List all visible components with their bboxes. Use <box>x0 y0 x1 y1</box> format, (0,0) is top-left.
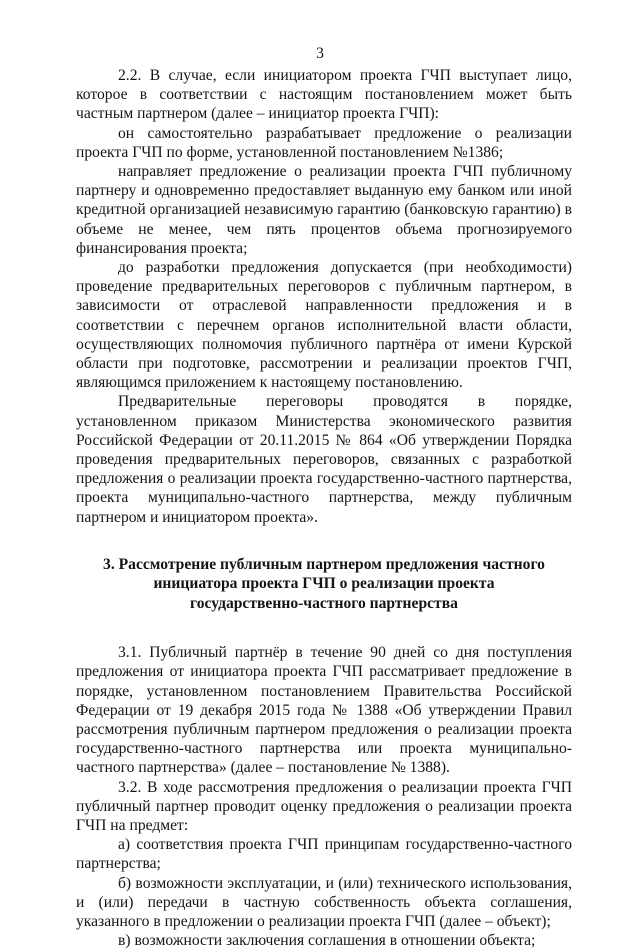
section-3-heading-line-1: 3. Рассмотрение публичным партнером предложения частного <box>103 555 545 573</box>
list-item-b: б) возможности эксплуатации, и (или) технического использования, и (или) передачи в частную собственность объекта соглашения, указанного в предложении о реализации проекта ГЧП (далее – объект); <box>76 874 572 930</box>
paragraph-negotiations-order: Предварительные переговоры проводятся в порядке, установленном приказом Министерства экономического развития Российской Федерации от 20.11.2015 № 864 «Об утверждении Порядка проведения предварительных переговоров, связанных с разработкой предложения о реализации проекта государственно-частного партнерства, проекта муниципально-частного партнерства, между публичным партнером и инициатором проекта». <box>76 393 572 526</box>
paragraph-3-1: 3.1. Публичный партнёр в течение 90 дней со дня поступления предложения от инициатора проекта ГЧП рассматривает предложение в порядке, установленном постановлением Правительства Российской Федерации от 19 декабря 2015 года № 1388 «Об утверждении Правил рассмотрения публичным партнером предложения о реализации проекта государственно-частного партнерства или проекта муниципально-частного партнерства» (далее – постановление № 1388). <box>76 644 572 777</box>
section-3-heading-line-2: инициатора проекта ГЧП о реализации проекта <box>153 575 495 593</box>
page-number: 3 <box>316 45 324 62</box>
list-item-v: в) возможности заключения соглашения в отношении объекта; <box>118 932 536 950</box>
paragraph-own-development: он самостоятельно разрабатывает предложение о реализации проекта ГЧП по форме, установленной постановлением №1386; <box>76 124 572 161</box>
paragraph-3-2: 3.2. В ходе рассмотрения предложения о реализации проекта ГЧП публичный партнер проводит оценку предложения о реализации проекта ГЧП на предмет: <box>76 778 572 834</box>
paragraph-2-2: 2.2. В случае, если инициатором проекта ГЧП выступает лицо, которое в соответствии с настоящим постановлением может быть частным партнером (далее – инициатор проекта ГЧП): <box>76 67 572 123</box>
document-body <box>76 66 572 950</box>
list-item-a: а) соответствия проекта ГЧП принципам государственно-частного партнерства; <box>76 836 572 873</box>
section-3-heading <box>76 555 572 613</box>
paragraph-guarantee: направляет предложение о реализации проекта ГЧП публичному партнеру и одновременно предоставляет выданную ему банком или иной кредитной организацией независимую гарантию (банковскую гарантию) в объеме не менее, чем пять процентов объема прогнозируемого финансирования проекта; <box>76 163 572 257</box>
paragraph-preliminary-negotiations: до разработки предложения допускается (при необходимости) проведение предварительных переговоров с публичным партнером, в зависимости от отраслевой направленности предложения и в соответствии с перечнем органов исполнительной власти области, осуществляющих полномочия публичного партнёра от имени Курской области при подготовке, рассмотрении и реализации проектов ГЧП, являющимся приложением к настоящему постановлению. <box>76 259 572 392</box>
section-3-heading-line-3: государственно-частного партнерства <box>190 594 458 612</box>
